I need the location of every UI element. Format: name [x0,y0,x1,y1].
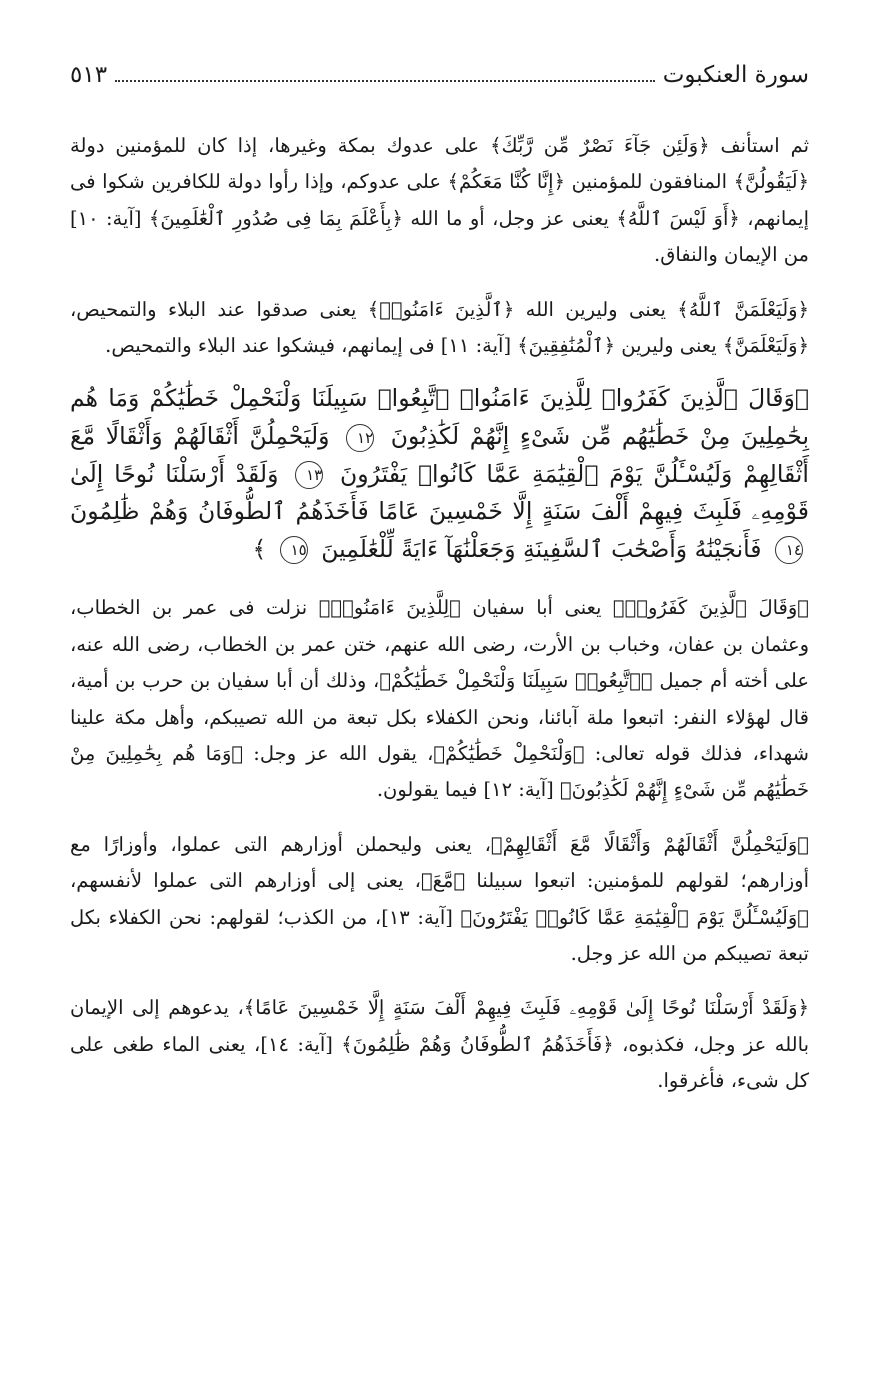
ayah-marker-13: ١٣ [295,461,323,489]
commentary-paragraph-5: ﴿وَلَقَدْ أَرْسَلْنَا نُوحًا إِلَىٰ قَوْمِهِۦ فَلَبِثَ فِيهِمْ أَلْفَ سَنَةٍ إِلَّا خَمْسِينَ عَامًا﴾، يدعوهم إلى الإيمان بالله عز وجل، فكذبوه، ﴿فَأَخَذَهُمُ ٱلطُّوفَانُ وَهُمْ ظَٰلِمُونَ﴾ [آية: ١٤]، يعنى الماء طغى على كل شىء، فأغرقوا. [70,996,809,1093]
verse-closing-bracket: ﴾ [252,534,267,563]
surah-title: سورة العنكبوت [662,62,809,88]
ayah-marker-12: ١٢ [346,424,374,452]
ayah-marker-15: ١٥ [280,536,308,564]
verse-15-text: فَأَنجَيْنَٰهُ وَأَصْحَٰبَ ٱلسَّفِينَةِ وَجَعَلْنَٰهَآ ءَايَةً لِّلْعَٰلَمِينَ [321,534,762,563]
page-header [70,62,809,102]
commentary-paragraph-2: ﴿وَلَيَعْلَمَنَّ ٱللَّهُ﴾ يعنى وليرين الله ﴿ٱلَّذِينَ ءَامَنُوا۟﴾ يعنى صدقوا عند البلاء والتمحيص، ﴿وَلَيَعْلَمَنَّ﴾ يعنى وليرين ﴿ٱلْمُنَٰفِقِينَ﴾ [آية: ١١] فى إيمانهم، فيشكوا عند البلاء والتمحيص. [70,297,809,358]
commentary-paragraph-3: ﴿وَقَالَ ٱلَّذِينَ كَفَرُوا۟﴾ يعنى أبا سفيان ﴿لِلَّذِينَ ءَامَنُوا۟﴾ نزلت فى عمر بن الخطاب، وعثمان بن عفان، وخباب بن الأرت، رضى الله عنهم، ختن عمر بن الخطاب، رضى الله عنه، على أخته أم جميل ﴿ٱتَّبِعُوا۟ سَبِيلَنَا وَلْنَحْمِلْ خَطَٰيَٰكُمْ﴾، وذلك أن أبا سفيان بن حرب بن أمية، قال لهؤلاء النفر: اتبعوا ملة آبائنا، ونحن الكفلاء بكل تبعة من الله تصيبكم، وأهل مكة علينا شهداء، فذلك قوله تعالى: ﴿وَلْنَحْمِلْ خَطَٰيَٰكُمْ﴾، يقول الله عز وجل: ﴿وَمَا هُم بِحَٰمِلِينَ مِنْ خَطَٰيَٰهُم مِّن شَىْءٍ إِنَّهُمْ لَكَٰذِبُونَ﴾ [آية: ١٢] فيما يقولون. [70,596,809,802]
verse-12-text: ﴿وَقَالَ ٱلَّذِينَ كَفَرُوا۟ لِلَّذِينَ ءَامَنُوا۟ ٱتَّبِعُوا۟ سَبِيلَنَا وَلْنَحْمِلْ خَطَٰيَٰكُمْ وَمَا هُم بِحَٰمِلِينَ مِنْ خَطَٰيَٰهُم مِّن شَىْءٍ إِنَّهُمْ لَكَٰذِبُونَ [70,384,809,451]
commentary-paragraph-1: ثم استأنف ﴿وَلَئِن جَآءَ نَصْرٌ مِّن رَّبِّكَ﴾ على عدوك بمكة وغيرها، إذا كان للمؤمنين دولة ﴿لَيَقُولُنَّ﴾ المنافقون للمؤمنين ﴿إِنَّا كُنَّا مَعَكُمْ﴾ على عدوكم، وإذا رأوا دولة للكافرين شكوا فى إيمانهم، ﴿أَوَ لَيْسَ ٱللَّهُ﴾ يعنى عز وجل، أو ما الله ﴿بِأَعْلَمَ بِمَا فِى صُدُورِ ٱلْعَٰلَمِينَ﴾ [آية: ١٠] من الإيمان والنفاق. [70,134,809,267]
page-number: ٥١٣ [70,62,108,88]
quran-verses-block [70,380,809,568]
document-page [70,62,809,1100]
ayah-marker-14: ١٤ [775,536,803,564]
verse-13-text: وَلَيَحْمِلُنَّ أَثْقَالَهُمْ وَأَثْقَالًا مَّعَ أَثْقَالِهِمْ وَلَيُسْـَٔلُنَّ يَوْمَ ٱلْقِيَٰمَةِ عَمَّا كَانُوا۟ يَفْتَرُونَ [70,422,809,488]
verse-14-text: وَلَقَدْ أَرْسَلْنَا نُوحًا إِلَىٰ قَوْمِهِۦ فَلَبِثَ فِيهِمْ أَلْفَ سَنَةٍ إِلَّا خَمْسِينَ عَامًا فَأَخَذَهُمُ ٱلطُّوفَانُ وَهُمْ ظَٰلِمُونَ [70,459,809,526]
commentary-paragraph-4: ﴿وَلَيَحْمِلُنَّ أَثْقَالَهُمْ وَأَثْقَالًا مَّعَ أَثْقَالِهِمْ﴾، يعنى وليحملن أوزارهم التى عملوا، وأوزارًا مع أوزارهم؛ لقولهم للمؤمنين: اتبعوا سبيلنا ﴿مَّعَ﴾، يعنى إلى أوزارهم التى عملوا لأنفسهم، ﴿وَلَيُسْـَٔلُنَّ يَوْمَ ٱلْقِيَٰمَةِ عَمَّا كَانُوا۟ يَفْتَرُونَ﴾ [آية: ١٣]، من الكذب؛ لقولهم: نحن الكفلاء بكل تبعة تصيبكم من الله عز وجل. [70,832,809,966]
header-leader-dots [115,66,655,82]
